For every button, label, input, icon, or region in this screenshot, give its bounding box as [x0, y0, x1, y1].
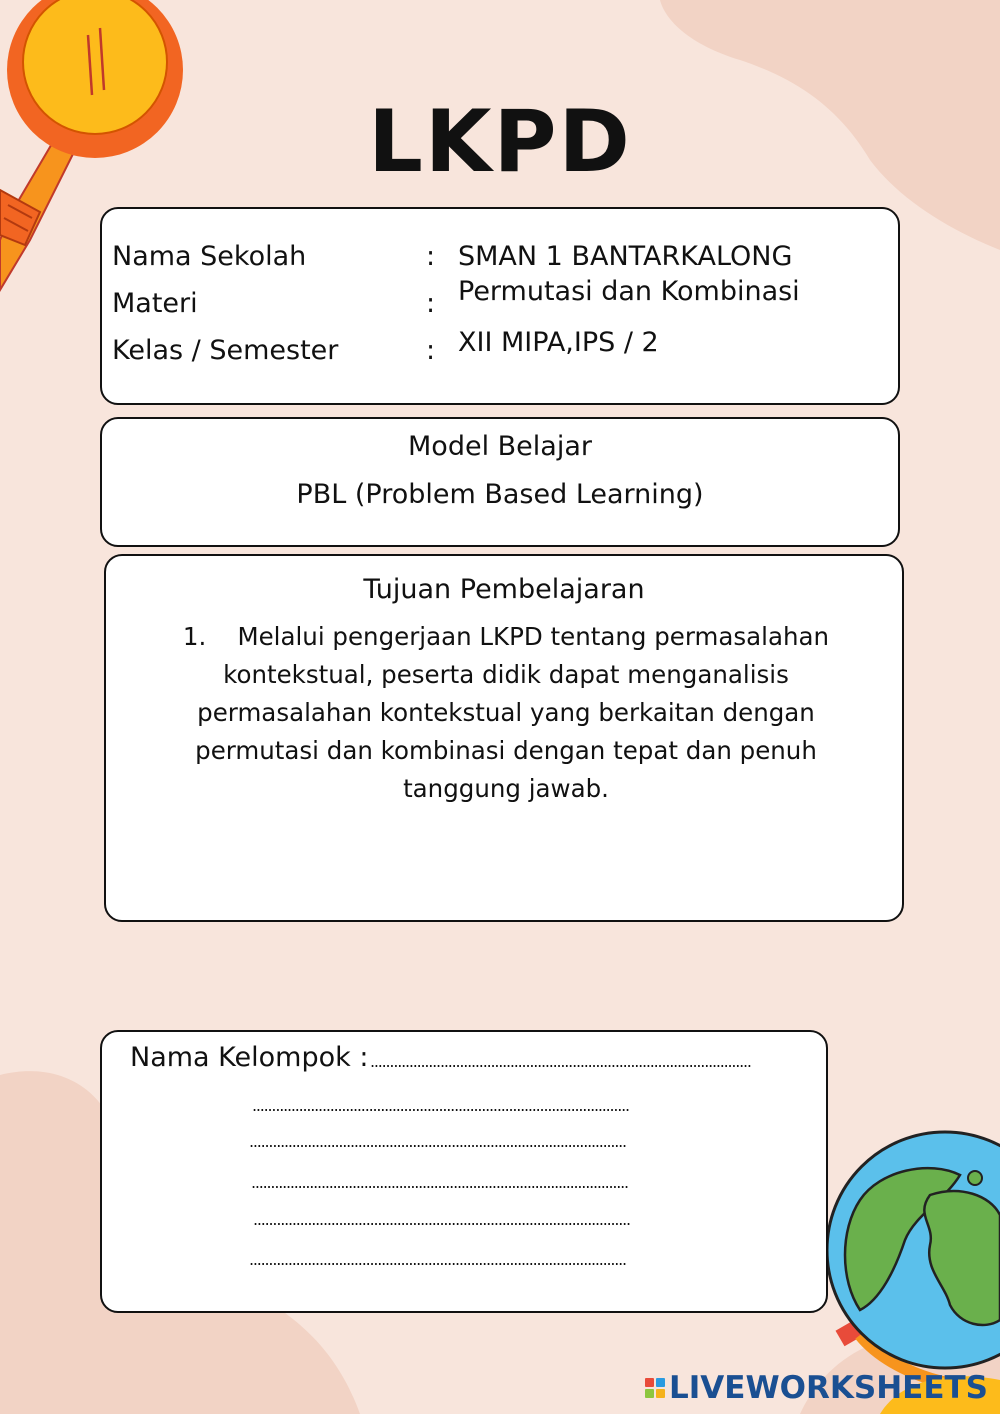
member-line-5[interactable]: .................................................................................................: [249, 1250, 626, 1269]
colon: :: [426, 241, 436, 272]
liveworksheets-logo-icon: [645, 1378, 665, 1398]
class-label: Kelas / Semester: [112, 335, 339, 366]
subject-label: Materi: [112, 288, 198, 319]
colon: :: [426, 335, 436, 366]
class-value: XII MIPA,IPS / 2: [458, 327, 659, 358]
model-box: [100, 417, 900, 547]
group-name-line[interactable]: ..................................................................................................: [370, 1052, 751, 1071]
member-line-2[interactable]: .................................................................................................: [249, 1132, 626, 1151]
logo-square-yellow: [656, 1389, 665, 1398]
model-heading: Model Belajar: [408, 431, 592, 462]
goal-item-1: 1. Melalui pengerjaan LKPD tentang permasalahan kontekstual, peserta didik dapat menganalisis permasalahan kontekstual yang berkaitan dengan permutasi dan kombinasi dengan tepat dan penuh tanggung jawab.: [182, 622, 830, 803]
liveworksheets-watermark: [645, 1370, 988, 1406]
member-line-3[interactable]: .................................................................................................: [251, 1173, 628, 1192]
group-box: [100, 1030, 828, 1313]
model-value: PBL (Problem Based Learning): [296, 479, 704, 510]
logo-square-green: [645, 1389, 654, 1398]
info-box: [100, 207, 900, 405]
subject-value: Permutasi dan Kombinasi: [458, 276, 800, 307]
logo-square-blue: [656, 1378, 665, 1387]
logo-square-red: [645, 1378, 654, 1387]
school-label: Nama Sekolah: [112, 241, 307, 272]
colon: :: [426, 288, 436, 319]
group-label: Nama Kelompok :: [130, 1042, 369, 1073]
watermark-text: LIVEWORKSHEETS: [669, 1370, 988, 1406]
goals-box: [104, 554, 904, 922]
goals-heading: Tujuan Pembelajaran: [363, 574, 645, 605]
school-value: SMAN 1 BANTARKALONG: [458, 241, 793, 272]
page-title: LKPD: [368, 92, 632, 192]
member-line-1[interactable]: .................................................................................................: [252, 1096, 629, 1115]
member-line-4[interactable]: .................................................................................................: [253, 1210, 630, 1229]
